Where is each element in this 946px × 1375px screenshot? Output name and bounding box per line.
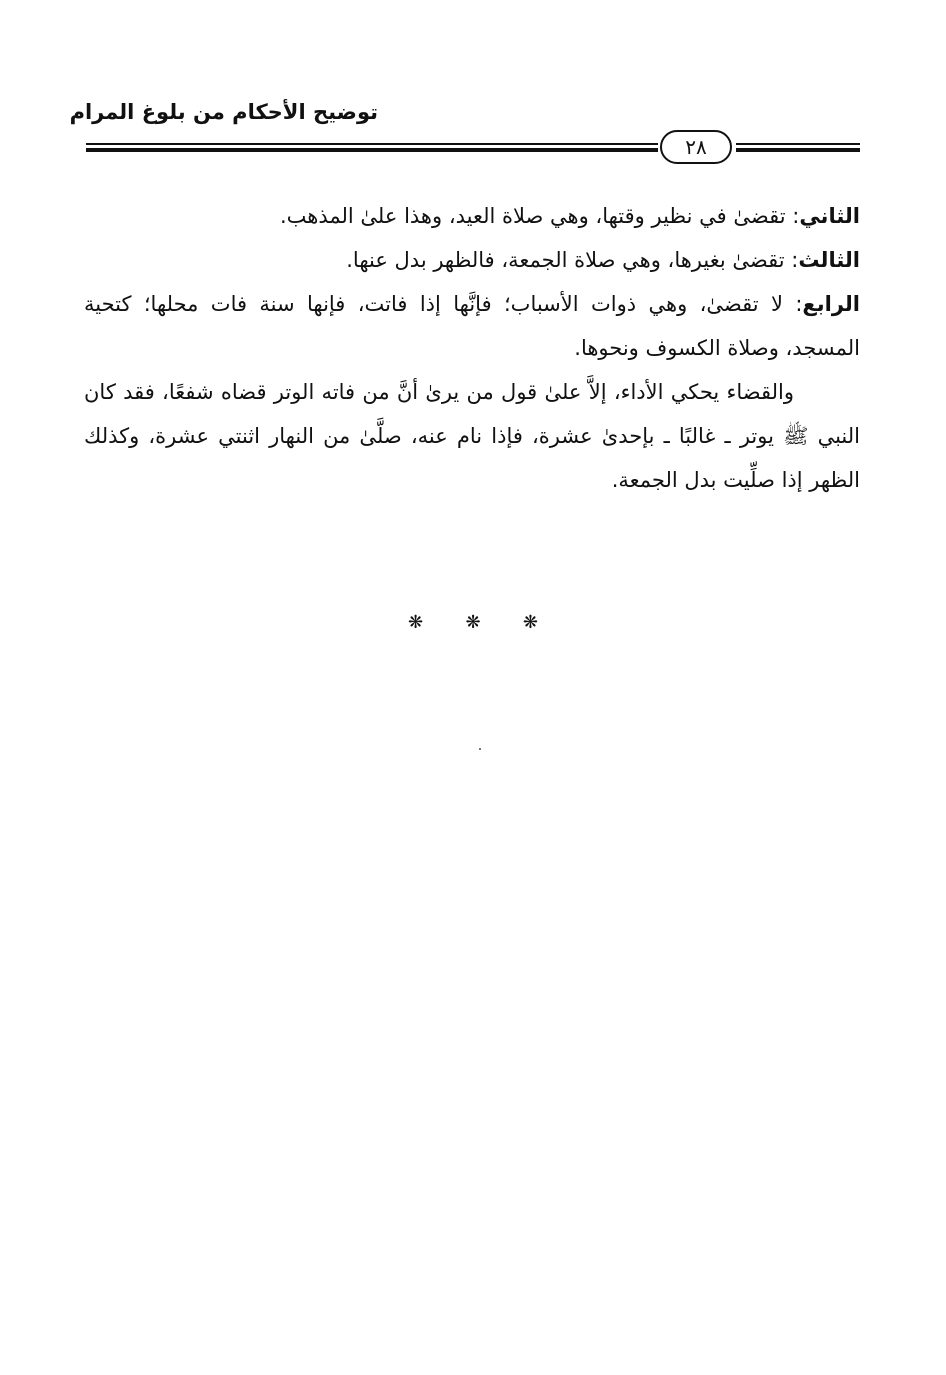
page-number: ٢٨ <box>660 130 732 164</box>
item-label: الثاني <box>799 204 860 228</box>
item-label: الثالث <box>798 248 860 272</box>
item-text: : لا تقضىٰ، وهي ذوات الأسباب؛ فإنَّها إذا فاتت، فإنها سنة فات محلها؛ كتحية المسجد، وصلاة الكسوف ونحوها. <box>84 292 860 360</box>
item-label: الرابع <box>802 292 860 316</box>
header-rule-thick <box>736 148 860 152</box>
item-text: : تقضىٰ في نظير وقتها، وهي صلاة العيد، وهذا علىٰ المذهب. <box>279 204 800 228</box>
header-rule-thick <box>86 148 658 152</box>
list-item <box>84 194 860 238</box>
star-ornament-icon: ❋ <box>465 612 481 633</box>
item-text: : تقضىٰ بغيرها، وهي صلاة الجمعة، فالظهر بدل عنها. <box>346 248 799 272</box>
body-text <box>84 194 860 502</box>
header-rule <box>736 143 860 145</box>
speck <box>479 748 481 750</box>
section-separator <box>408 612 538 633</box>
header-rule <box>86 143 658 145</box>
list-item <box>84 282 860 370</box>
paragraph: والقضاء يحكي الأداء، إلاَّ علىٰ قول من يرىٰ أنَّ من فاته الوتر قضاه شفعًا، فقد كان النبي ﷺ يوتر ـ غالبًا ـ بإحدىٰ عشرة، فإذا نام عنه، صلَّىٰ من النهار اثنتي عشرة، وكذلك الظهر إذا صلِّيت بدل الجمعة. <box>84 380 860 492</box>
star-ornament-icon: ❋ <box>522 612 538 633</box>
star-ornament-icon: ❋ <box>408 612 424 633</box>
book-title: توضيح الأحكام من بلوغ المرام <box>69 100 378 124</box>
list-item <box>84 238 860 282</box>
